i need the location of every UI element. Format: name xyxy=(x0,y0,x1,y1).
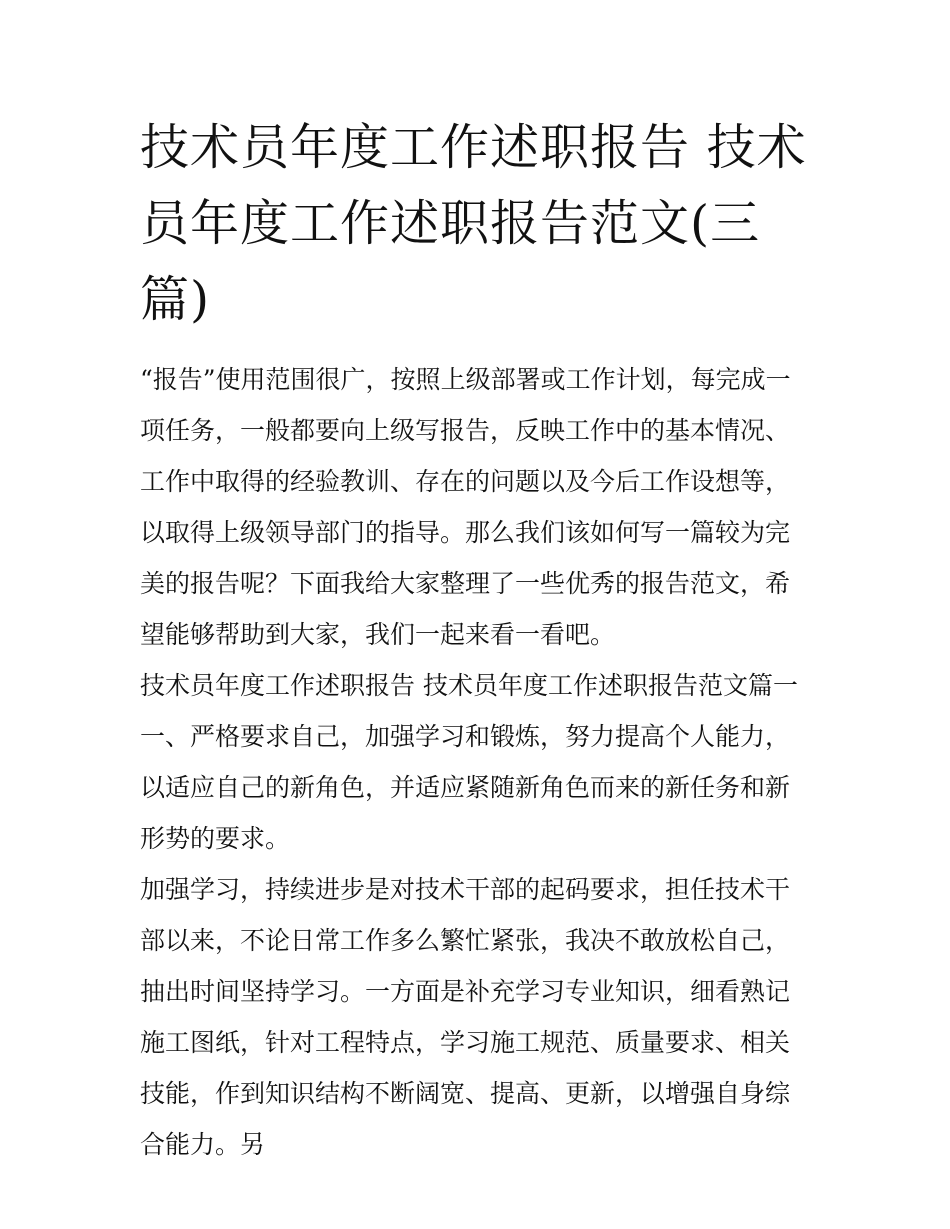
body-paragraph-2: 加强学习，持续进步是对技术干部的起码要求，担任技术干部以来，不论日常工作多么繁忙紧张，我决不敢放松自己，抽出时间坚持学习。一方面是补充学习专业知识，细看熟记施工图纸，针对工程特点，学习施工规范、质量要求、相关技能，作到知识结构不断阔宽、提高、更新，以增强自身综合能力。另 xyxy=(140,875,791,1159)
section-heading: 技术员年度工作述职报告 技术员年度工作述职报告范文篇一 xyxy=(140,671,798,700)
document-content xyxy=(140,110,810,1170)
document-body xyxy=(140,354,810,1170)
document-title: 技术员年度工作述职报告 技术员年度工作述职报告范文(三篇) xyxy=(140,119,807,328)
body-paragraph-1: 一、严格要求自己，加强学习和锻炼，努力提高个人能力，以适应自己的新角色，并适应紧随新角色而来的新任务和新形势的要求。 xyxy=(140,722,791,853)
intro-paragraph: “报告”使用范围很广，按照上级部署或工作计划，每完成一项任务，一般都要向上级写报告，反映工作中的基本情况、工作中取得的经验教训、存在的问题以及今后工作设想等，以取得上级领导部门的指导。那么我们该如何写一篇较为完美的报告呢？下面我给大家整理了一些优秀的报告范文，希望能够帮助到大家，我们一起来看一看吧。 xyxy=(140,365,791,649)
